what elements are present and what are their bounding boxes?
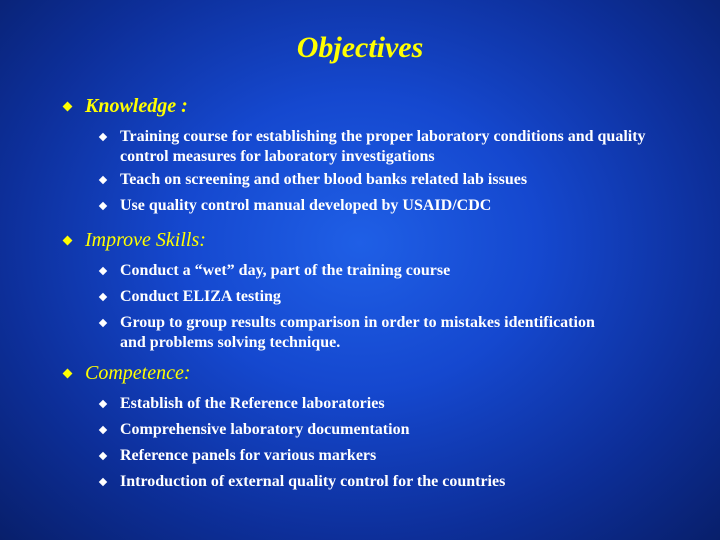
item-text: Group to group results comparison in order to mistakes identification and problems solving technique. <box>120 314 595 351</box>
section-improve-skills <box>62 228 702 353</box>
item-text: Use quality control manual developed by USAID/CDC <box>120 197 492 214</box>
item-text: Establish of the Reference laboratories <box>120 395 385 412</box>
list-item <box>98 124 702 167</box>
list-item <box>98 284 702 310</box>
diamond-bullet-icon <box>99 202 107 210</box>
diamond-bullet-icon <box>99 319 107 327</box>
list-item <box>98 258 702 284</box>
diamond-bullet-icon <box>99 478 107 486</box>
list-item <box>98 443 702 469</box>
diamond-bullet-icon <box>63 235 73 245</box>
list-competence <box>98 391 702 495</box>
item-text: Training course for establishing the proper laboratory conditions and quality control measures for laboratory investigations <box>120 128 646 165</box>
section-knowledge <box>62 94 702 219</box>
diamond-bullet-icon <box>99 400 107 408</box>
list-knowledge <box>98 124 702 219</box>
list-item <box>98 417 702 443</box>
diamond-bullet-icon <box>99 267 107 275</box>
diamond-bullet-icon <box>63 101 73 111</box>
diamond-bullet-icon <box>99 133 107 141</box>
list-item <box>98 469 702 495</box>
item-text: Teach on screening and other blood banks related lab issues <box>120 171 528 188</box>
section-heading-competence <box>62 361 702 385</box>
item-text: Conduct a “wet” day, part of the training course <box>120 262 451 279</box>
diamond-bullet-icon <box>63 368 73 378</box>
diamond-bullet-icon <box>99 293 107 301</box>
list-item <box>98 167 702 193</box>
section-heading-knowledge <box>62 94 702 118</box>
heading-text: Knowledge : <box>85 95 188 117</box>
list-item <box>98 193 702 219</box>
item-text: Introduction of external quality control for the countries <box>120 473 506 490</box>
slide-title: Objectives <box>296 31 424 64</box>
list-item <box>98 391 702 417</box>
list-item <box>98 310 702 353</box>
section-competence <box>62 361 702 495</box>
heading-text: Improve Skills: <box>85 229 206 251</box>
item-text: Reference panels for various markers <box>120 447 377 464</box>
heading-text: Competence: <box>85 362 191 384</box>
diamond-bullet-icon <box>99 176 107 184</box>
list-improve-skills <box>98 258 702 353</box>
item-text: Comprehensive laboratory documentation <box>120 421 410 438</box>
diamond-bullet-icon <box>99 426 107 434</box>
section-heading-improve-skills <box>62 228 702 252</box>
diamond-bullet-icon <box>99 452 107 460</box>
item-text: Conduct ELIZA testing <box>120 288 281 305</box>
